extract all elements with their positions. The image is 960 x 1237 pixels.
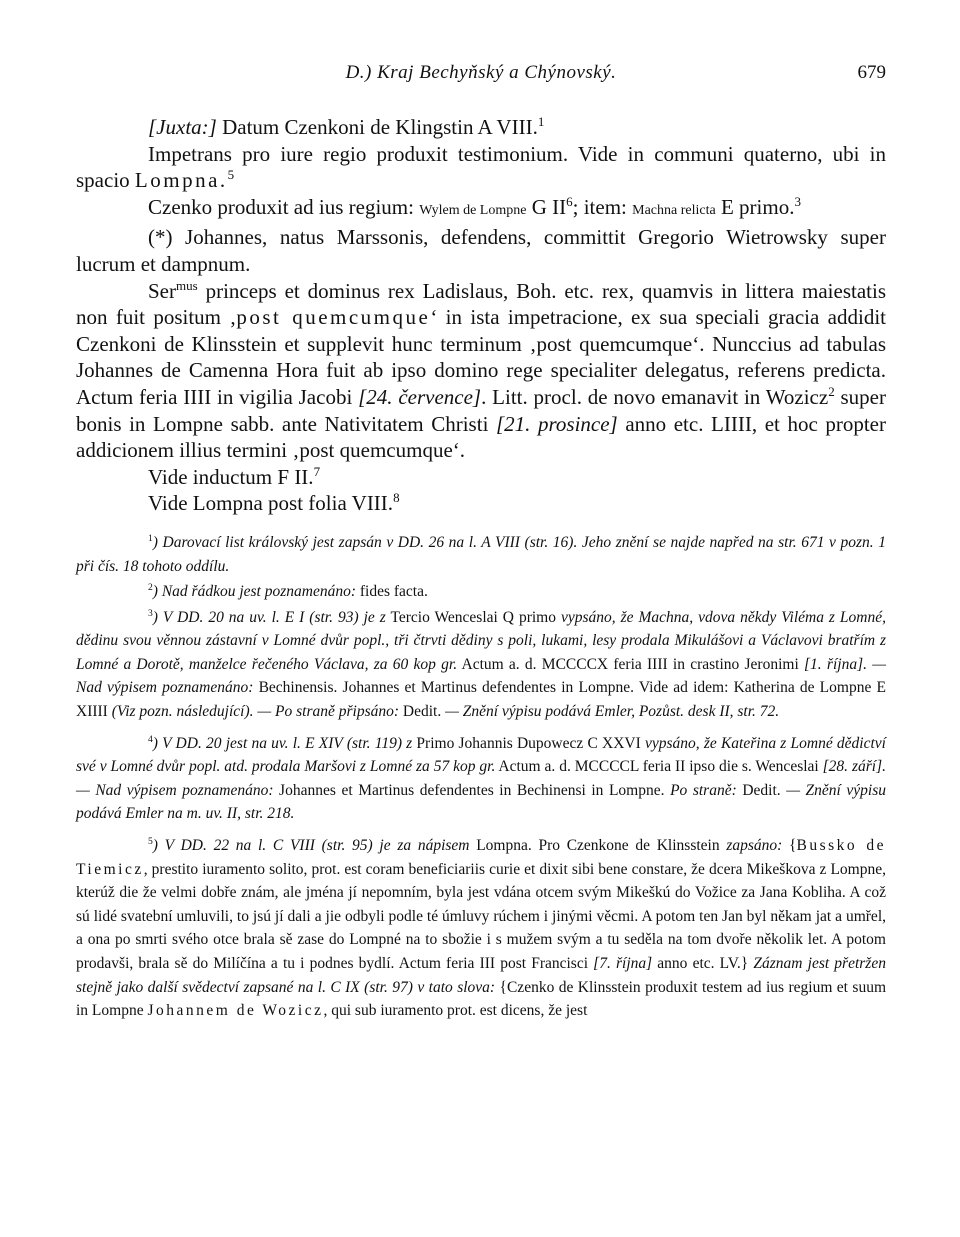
date-note: [24. července] <box>358 384 482 409</box>
text-span: Vide inductum F II. <box>148 464 314 489</box>
spaced-text: Bussko de Tiemicz <box>76 837 886 878</box>
text-span: super bonis in Lompne sabb. ante Nativitatem Christi <box>76 384 886 436</box>
footnote-number: 3 <box>148 607 153 619</box>
footnote-1 <box>76 531 886 578</box>
text-span: Primo Johannis Dupowecz C XXVI <box>412 734 645 752</box>
spaced-text: Johannem de Wozicz <box>147 1002 324 1020</box>
document-page <box>76 62 886 1025</box>
text-span: vypsáno, že Machna, vdova někdy Viléma z Lomné, dědinu svou věnnou zástavní v Lomné dvůr popl., tři čtrvti dědiny s poli, lukami, lesy prodala Mikulášovi a Václavovi bratřím z Lomné a Dorotě, manželce řečeného Václava, za 60 kop gr. <box>76 608 886 673</box>
text-span: ‘ in ista impetracione, ex sua speciali gracia addidit Czenkoni de Klinsstein et supplevit hunc terminum ‚post quemcumque‘. Nunccius ad tabulas Johannes de Camenna Hora fuit ab ipso domino rege specialiter delegatus, referens predicta. Actum feria IIII in vigilia Jacobi <box>76 305 886 409</box>
date-note: [21. prosince] <box>496 411 618 436</box>
footnote-number: 2 <box>148 581 153 593</box>
footnote-5 <box>76 834 886 1023</box>
paragraph-juxta <box>76 114 886 141</box>
text-span: Czenko produxit ad ius regium: <box>148 194 420 219</box>
text-span: anno etc. LV.} <box>652 955 754 972</box>
text-span: — Znění výpisu podává Emler na m. uv. II, str. 218. <box>76 781 887 823</box>
footnote-ref: 1 <box>537 114 545 129</box>
footnote-number: 4 <box>148 733 153 745</box>
paragraph-sermus <box>76 278 886 464</box>
text-span: Po straně: <box>670 781 737 799</box>
text-span: fides facta. <box>356 583 428 601</box>
footnote-number: 5 <box>148 835 153 847</box>
running-header <box>76 62 886 92</box>
text-span: ) V DD. 20 jest na uv. l. E XIV (str. 119) z <box>152 734 413 752</box>
text-span: ) V DD. 22 na l. C VIII (str. 95) je za nápisem <box>152 837 470 855</box>
text-span: , prestito iuramento solito, prot. est coram beneficiariis curie et dixit sibi bene constare, že dcera Mikeškova z Lompne, kterúž die že velmi dobře znám, ale jména jí nepomním, byla jest vdána otcem svým Mikeškú do Vožice za Jana Kobliha. A což sú lidé svatební umluvili, to jsú jí dali a jie odbyli podle té úmluvy rúchem i jinými věcmi. A potom ten Jan byl někam jat a umřel, a ona po smrti svého otce brala sě zase do Lompné na to sbožie i s mužem svým a tu seděla na tom dvoře několik let. A potom prodavši, brala sě do Milíčína a tu i podnes bydlí. Actum feria III post Francisci <box>76 860 886 972</box>
main-text <box>76 114 886 517</box>
footnotes <box>76 531 886 1023</box>
text-span: Impetrans pro iure regio produxit testimonium. Vide in communi quaterno, ubi in spacio <box>76 141 886 193</box>
text-span: ) Darovací list královský jest zapsán v DD. 26 na l. A VIII (str. 16). Jeho znění se najde napřed na str. 671 v pozn. 1 při čís. 18 tohoto oddílu. <box>76 533 886 575</box>
footnote-ref: 3 <box>794 193 801 209</box>
footnote-ref: 8 <box>393 490 400 506</box>
text-span: , qui sub iuramento prot. est dicens, že jest <box>323 1002 588 1020</box>
footnote-ref: 5 <box>227 167 235 183</box>
text-span: Dedit. <box>399 703 446 721</box>
text-span: Dedit. <box>736 781 787 799</box>
text-span: ) V DD. 20 na uv. l. E I (str. 93) je z <box>152 608 386 626</box>
superscript: mus <box>176 277 198 293</box>
text-span: Lompna. Pro Czenkone de Klinsstein <box>469 837 727 855</box>
text-span: Actum a. d. MCCCCL feria II ipso die s. Wenceslai <box>495 758 823 776</box>
text-span: Ser <box>148 278 176 303</box>
text-span: princeps et dominus rex Ladislaus, Boh. etc. rex, quamvis in littera maiestatis non fuit positum ‚ <box>76 278 886 330</box>
text-span: . Litt. procl. de novo emanavit in Wozicz <box>481 384 829 409</box>
text-span: Datum Czenkoni de Klingstin A VIII. <box>216 115 538 139</box>
footnote-2 <box>76 580 886 604</box>
footnote-3 <box>76 606 886 724</box>
text-span: — Znění výpisu podává Emler, Pozůst. desk II, str. 72. <box>445 703 780 721</box>
paragraph-johannes: (*) Johannes, natus Marssonis, defendens, committit Gregorio Wietrowsky super lucrum et dampnum. <box>76 225 886 276</box>
footnote-ref: 6 <box>566 193 573 209</box>
footnote-ref: 7 <box>313 463 321 479</box>
text-span: ; item: <box>572 194 633 219</box>
text-span: E primo. <box>715 194 795 219</box>
paragraph-vide-lompna <box>76 490 886 517</box>
text-span: [7. října] <box>593 955 653 972</box>
text-span: [28. září]. — Nad výpisem poznamenáno: <box>76 758 886 799</box>
text-span: G II <box>526 194 567 219</box>
page-number: 679 <box>857 62 886 83</box>
text-span: zapsáno: <box>726 837 783 855</box>
text-span: Actum a. d. MCCCCX feria IIII in crastino Jeronimi <box>457 655 805 673</box>
text-span: Vide Lompna post folia VIII. <box>148 491 394 516</box>
footnote-4 <box>76 732 886 826</box>
spaced-text: Lompna. <box>134 168 228 193</box>
running-title: D.) Kraj Bechyňský a Chýnovský. <box>345 62 617 83</box>
footnote-number: 1 <box>148 532 153 544</box>
text-span: Tercio Wenceslai Q primo <box>385 608 561 626</box>
text-span: { <box>782 837 797 855</box>
text-span: anno etc. LIIII, et hoc propter addicionem illius termini ‚post quemcumque‘. <box>76 411 886 463</box>
paragraph-czenko <box>76 194 886 225</box>
text-span: Johannes et Martinus defendentes in Bechinensi in Lompne. <box>273 781 671 799</box>
text-span: Záznam jest přetržen stejně jako další svědectví zapsané na l. C IX (str. 97) v tato slova: <box>76 955 886 996</box>
small-text: Machna relicta <box>632 202 716 218</box>
text-span: Bechinensis. Johannes et Martinus defendentes in Lompne. Vide ad idem: Katherina de Lompne E XIIII <box>76 679 886 721</box>
text-span: [1. října]. — Nad výpisem poznamenáno: <box>76 655 886 697</box>
spaced-text: post quemcumque <box>236 305 431 330</box>
paragraph-vide-inductum <box>76 464 886 491</box>
paragraph-impetrans <box>76 141 886 194</box>
text-span: [Juxta:] <box>148 115 217 139</box>
text-span: {Czenko de Klinsstein produxit testem ad ius regium et suum in Lompne <box>76 978 887 1020</box>
footnote-ref: 2 <box>828 383 835 399</box>
small-text: Wylem de Lompne <box>419 202 527 218</box>
text-span: (Viz pozn. následující). — Po straně připsáno: <box>111 703 400 721</box>
text-span: ) Nad řádkou jest poznamenáno: <box>152 583 356 601</box>
text-span: vypsáno, že Kateřina z Lomné dědictví své v Lomné dvůr popl. atd. prodala Maršovi z Lomné za 57 kop gr. <box>76 734 886 776</box>
